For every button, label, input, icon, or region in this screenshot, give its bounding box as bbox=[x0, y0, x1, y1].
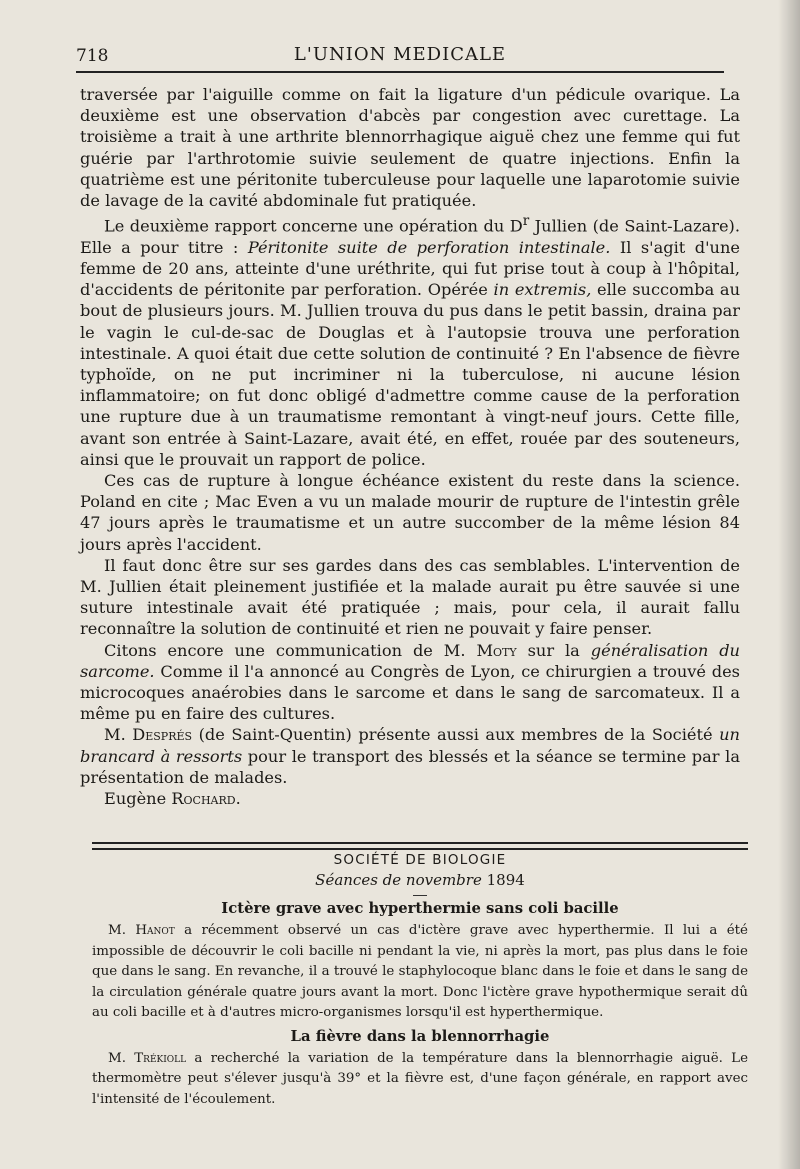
paragraph-6-author: Després bbox=[132, 725, 193, 745]
paragraph-2-text-b: Jullien (de Saint-Lazare). Elle a pour titre : bbox=[80, 216, 741, 257]
running-title: L'UNION MEDICALE bbox=[293, 44, 507, 65]
paragraph-2-text-c: Il s'agit d'une femme de 20 ans, atteinte d'une uréthrite, qui fut prise tout à coup à l'hôpital, d'accidents de péritonite par perforation. Opérée bbox=[80, 237, 740, 300]
subsection-1-author: Hanot bbox=[135, 923, 175, 938]
subsection-heading-1: Ictère grave avec hyperthermie sans coli bacille bbox=[221, 900, 619, 917]
paragraph-3-text: Ces cas de rupture à longue échéance existent du reste dans la science. Poland en cite ; Mac Even a vu un malade mourir de rupture de l'intestin grêle 47 jours après le traumatisme et un autre succomber de la même lésion 84 jours après l'accident. bbox=[80, 471, 740, 554]
page-header bbox=[76, 42, 724, 72]
society-subtitle bbox=[92, 871, 748, 889]
paragraph-4-text: Il faut donc être sur ses gardes dans des cas semblables. L'intervention de M. Jullien était pleinement justifiée et la malade aurait pu être sauvée si une suture intestinale avait été pratiquée ; mais, pour cela, il aurait fallu reconnaître la solution de continuité et rien ne pouvait y faire penser. bbox=[80, 555, 740, 639]
paragraph-2-italic-2: in extremis, bbox=[493, 280, 592, 300]
header-rule bbox=[76, 71, 724, 73]
subsection-heading-2: La fièvre dans la blennorrhagie bbox=[290, 1027, 550, 1045]
paragraph-6-text-c: pour le transport des blessés et la séance se termine par la présentation de malades. bbox=[80, 746, 740, 787]
paragraph-5 bbox=[80, 640, 740, 725]
paragraph-2-text-a: Le deuxième rapport concerne une opération du D bbox=[104, 216, 523, 236]
paragraph-6 bbox=[80, 724, 740, 788]
paragraph-1-text: traversée par l'aiguille comme on fait la ligature d'un pédicule ovarique. La deuxième est une observation d'abcès par congestion avec curettage. La troisième a trait à une arthrite blennorrhagique aiguë chez une femme qui fut guérie par l'arthrotomie suivie seulement de quatre injections. Enfin la quatrième est une péritonite tuberculeuse pour laquelle une laparotomie suivie de lavage de la cavité abdominale fut pratiquée. bbox=[80, 85, 740, 211]
short-rule bbox=[413, 895, 427, 896]
signature bbox=[80, 788, 740, 809]
subsection-text-2 bbox=[92, 1049, 748, 1111]
section-double-rule bbox=[92, 842, 748, 850]
society-section bbox=[92, 852, 748, 1110]
paragraph-2-title-italic: Péritonite suite de perforation intestinale. bbox=[247, 237, 611, 257]
subsection-2-text-a: M. bbox=[108, 1050, 135, 1066]
paragraph-6-text-a: M. bbox=[104, 725, 133, 745]
society-title: SOCIÉTÉ DE BIOLOGIE bbox=[333, 852, 507, 868]
paragraph-5-text-c: Comme il l'a annoncé au Congrès de Lyon, ce chirurgien a trouvé des microcoques anaérobies dans le sarcome et dans le sang de sarcomateux. Il a même pu en faire des cultures. bbox=[80, 661, 740, 724]
paragraph-5-text-b: sur la bbox=[516, 640, 591, 660]
paragraph-6-italic: un brancard à ressorts bbox=[80, 725, 740, 766]
signature-last-name: Rochard. bbox=[171, 789, 241, 809]
subsection-1-text-a: M. bbox=[108, 923, 136, 938]
subsection-1-text-b: a récemment observé un cas d'ictère grave avec hyperthermie. Il lui a été impossible de découvrir le coli bacille ni pendant la vie, ni après la mort, pas plus dans le foie que dans le sang. En revanche, il a trouvé le staphylocoque blanc dans le foie et dans le sang de la circulation générale quatre jours avant la mort. Donc l'ictère grave hypothermique serait dû au coli bacille et à d'autres micro-organismes lorsqu'il est hyperthermique. bbox=[92, 923, 748, 1020]
subsection-2-text-b: a recherché la variation de la température dans la blennorrhagie aiguë. Le thermomètre peut s'élever jusqu'à 39° et la fièvre est, d'une façon générale, en rapport avec l'intensité de l'écoulement. bbox=[92, 1050, 748, 1107]
paragraph-2-superscript: r bbox=[522, 213, 530, 230]
paragraph-2-text-d: elle succomba au bout de plusieurs jours. M. Jullien trouva du pus dans le petit bassin, draina par le vagin le cul-de-sac de Douglas et à l'autopsie trouva une perforation intestinale. A quoi était due cette solution de continuité ? En l'absence de fièvre typhoïde, on ne put incriminer ni la tuberculose, ni aucune lésion inflammatoire; on fut donc obligé d'admettre comme cause de la perforation une rupture due à un traumatisme remontant à vingt-neuf jours. Cette fille, avant son entrée à Saint-Lazare, avait été, en effet, rouée par des souteneurs, ainsi que le prouvait un rapport de police. bbox=[80, 280, 740, 469]
paragraph-1 bbox=[80, 84, 740, 211]
signature-first-name: Eugène bbox=[104, 789, 172, 809]
society-subtitle-year: 1894 bbox=[486, 871, 525, 889]
paragraph-6-text-b: (de Saint-Quentin) présente aussi aux membres de la Société bbox=[192, 725, 720, 745]
paragraph-3 bbox=[80, 470, 740, 555]
main-text bbox=[80, 84, 740, 809]
paragraph-5-author: Moty bbox=[476, 640, 517, 660]
subsection-2-author: Trékioll bbox=[134, 1050, 187, 1066]
page-number: 718 bbox=[76, 46, 109, 66]
paragraph-5-text-a: Citons encore une communication de M. bbox=[104, 640, 477, 660]
paragraph-4 bbox=[80, 555, 740, 640]
society-subtitle-italic: Séances de novembre bbox=[315, 871, 482, 889]
paragraph-2 bbox=[80, 211, 740, 470]
subsection-text-1 bbox=[92, 921, 748, 1024]
paragraph-5-italic: généralisation du sarcome. bbox=[80, 640, 740, 681]
